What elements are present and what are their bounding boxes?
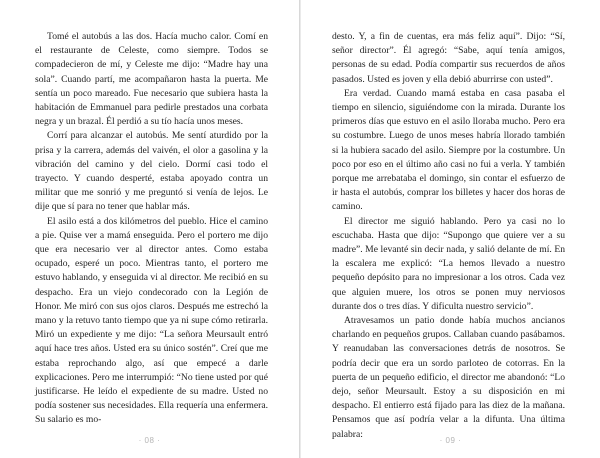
page-number: · 09 ·	[439, 436, 462, 445]
page-number: · 08 ·	[138, 436, 161, 445]
right-page-text	[332, 30, 565, 442]
paragraph: desto. Y, a fin de cuentas, era más feliz aquí”. Dijo: “Sí, señor director”. Él agregó: “Sabe, aquí tenía amigos, personas de su edad. Podía compartir sus recuerdos de años pasados. Usted es joven y ella debió aburrirse con usted”.	[332, 31, 565, 85]
paragraph: Atravesamos un patio donde había muchos ancianos charlando en pequeños grupos. Callaban cuando pasábamos. Y reanudaban las conversaciones detrás de nosotros. Se podría decir que era un sordo parloteo de cotorras. En la puerta de un pequeño edificio, el director me abandonó: “Lo dejo, señor Meursault. Estoy a su disposición en mi despacho. El entierro está fijado para las diez de la mañana. Pensamos que así podría velar a la difunta. Una última palabra:	[332, 315, 565, 440]
paragraph: Tomé el autobús a las dos. Hacía mucho calor. Comí en el restaurante de Celeste, como siempre. Todos se compadecieron de mí, y Celeste me dijo: “Madre hay una sola”. Cuando partí, me acompañaron hasta la puerta. Me sentía un poco mareado. Fue necesario que subiera hasta la habitación de Emmanuel para pedirle prestados una corbata negra y un brazal. Él perdió a su tío hacía unos meses.	[35, 31, 268, 128]
paragraph: El asilo está a dos kilómetros del pueblo. Hice el camino a pie. Quise ver a mamá enseguida. Pero el portero me dijo que era necesario ver al director antes. Como estaba ocupado, esperé un poco. Mientras tanto, el portero me estuvo hablando, y enseguida vi al director. Me recibió en su despacho. Era un viejo condecorado con la Legión de Honor. Me miró con sus ojos claros. Después me estrechó la mano y la retuvo tanto tiempo que ya ni supe cómo retirarla. Miró un expediente y me dijo: “La señora Meursault entró aquí hace tres años. Usted era su único sostén”. Creí que me estaba reprochando algo, así que empecé a darle explicaciones. Pero me interrumpió: “No tiene usted por qué justificarse. He leído el expediente de su madre. Usted no podía sostener sus necesidades. Ella requería una enfermera. Su salario es mo-	[35, 215, 268, 426]
paragraph: El director me siguió hablando. Pero ya casi no lo escuchaba. Hasta que dijo: “Supongo que quiere ver a su madre”. Me levanté sin decir nada, y salió delante de mí. En la escalera me explicó: “La hemos llevado a nuestro pequeño depósito para no impresionar a los otros. Cada vez que alguien muere, los otros se ponen muy nerviosos durante dos o tres días. Y dificulta nuestro servicio”.	[332, 215, 565, 312]
left-page-text	[35, 30, 268, 428]
paragraph: Corrí para alcanzar el autobús. Me sentí aturdido por la prisa y la carrera, además del vaivén, el olor a gasolina y la vibración del camino y del cielo. Dormí casi todo el trayecto. Y cuando desperté, estaba apoyado contra un militar que me sonrió y me preguntó si venía de lejos. Le dije que sí para no tener que hablar más.	[35, 130, 268, 213]
right-page	[301, 0, 600, 458]
paragraph: Era verdad. Cuando mamá estaba en casa pasaba el tiempo en silencio, siguiéndome con la mirada. Durante los primeros días que estuvo en el asilo lloraba mucho. Pero era su costumbre. Luego de unos meses habría llorado también si la hubiera sacado del asilo. Siempre por la costumbre. Un poco por eso en el último año casi no fui a verla. Y también porque me arrebataba el domingo, sin contar el esfuerzo de ir hasta el autobús, comprar los billetes y hacer dos horas de camino.	[332, 87, 565, 213]
left-page	[0, 0, 299, 458]
